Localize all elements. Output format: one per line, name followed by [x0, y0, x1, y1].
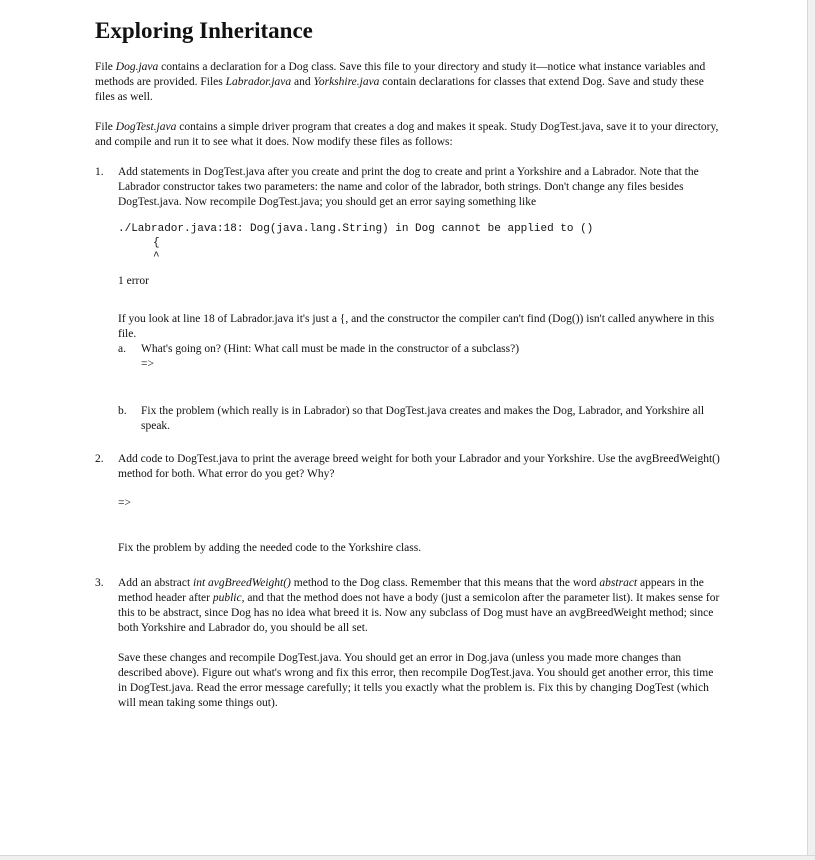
list-item-3 [95, 576, 720, 711]
intro1-text-c: contains a declaration for a Dog class. Save this file to your directory and study it—notice what instance variables and methods are provided. Files [95, 61, 706, 88]
intro1-filename-dog: Dog.java [115, 61, 159, 73]
item3-text-e: appears in the method header after [118, 577, 704, 604]
intro1-filename-yorkshire: Yorkshire.java [313, 76, 380, 88]
intro1-filename-labrador: Labrador.java [225, 76, 292, 88]
page-edge-bottom [0, 855, 815, 860]
sub-item-b [118, 404, 720, 434]
item3-text-a: Add an abstract [118, 577, 194, 589]
page-edge-right [807, 0, 815, 860]
error-count: 1 error [118, 275, 149, 287]
sub-item-b-text: Fix the problem (which really is in Labrador) so that DogTest.java creates and makes the Dog, Labrador, and Yorkshire all speak. [141, 405, 705, 432]
sub-item-b-label: b. [118, 405, 127, 417]
intro2-text-a: File [95, 121, 116, 133]
item3-paragraph-2: Save these changes and recompile DogTest.java. You should get an error in Dog.java (unless you made more changes than described above). Figure out what's wrong and fix this error, then recompile DogTest.java. You should get another error, this time in DogTest.java. Read the error message carefully; it tells you exactly what the problem is. Fix this by changing DogTest (which will mean taking some things out). [118, 652, 714, 709]
list-item-1 [95, 165, 720, 434]
item1-after-code: If you look at line 18 of Labrador.java it's just a {, and the constructor the compiler can't find (Dog()) isn't called anywhere in this file. [118, 313, 715, 340]
answer-arrow-2: => [118, 497, 131, 509]
code-line-2: { [153, 237, 160, 249]
item2-text: Add code to DogTest.java to print the average breed weight for both your Labrador and your Yorkshire. Use the avgBreedWeight() method for both. What error do you get? Why? [118, 453, 720, 480]
intro1-text-g: contain declarations for classes that extend Dog. Save and study these files as well. [95, 76, 704, 103]
list-number: 2. [95, 453, 104, 465]
error-code-block [118, 222, 720, 264]
item3-text-c: method to the Dog class. Remember that this means that the word [290, 577, 600, 589]
item3-paragraph-1 [118, 576, 720, 636]
item1-text: Add statements in DogTest.java after you create and print the dog to create and print a Yorkshire and a Labrador. Note that the Labrador constructor takes two parameters: the name and color of the labrador, both strings. Don't change any files besides DogTest.java. Now recompile DogTest.java; you should get an error saying something like [118, 166, 699, 208]
document-body [95, 16, 720, 725]
intro1-text-a: File [95, 61, 116, 73]
answer-arrow-a: => [141, 358, 154, 370]
item3-text-g: , and that the method does not have a body (just a semicolon after the parameter list). It makes sense for this to be abstract, since Dog has no idea what breed it is. Now any subclass of Dog must have an avgBreedWeight method; since both Yorkshire and Labrador do, you should be all set. [118, 592, 720, 634]
sub-item-a [118, 342, 720, 372]
code-line-3: ^ [153, 251, 160, 263]
list-number: 3. [95, 577, 104, 589]
sub-item-a-text: What's going on? (Hint: What call must be made in the constructor of a subclass?) [141, 343, 520, 355]
intro1-text-e: and [291, 76, 314, 88]
list-number: 1. [95, 166, 104, 178]
intro-paragraph-1 [95, 60, 720, 105]
list-item-2 [95, 452, 720, 556]
item3-method-signature: int avgBreedWeight() [193, 577, 291, 589]
item3-keyword-abstract: abstract [599, 577, 638, 589]
sub-item-a-label: a. [118, 343, 126, 355]
page-title: Exploring Inheritance [95, 18, 313, 43]
intro2-text-c: contains a simple driver program that creates a dog and makes it speak. Study DogTest.java, save it to your directory, and compile and run it to see what it does. Now modify these files as follows: [95, 121, 719, 148]
code-line-1: ./Labrador.java:18: Dog(java.lang.String) in Dog cannot be applied to () [118, 223, 594, 235]
item2-fix: Fix the problem by adding the needed code to the Yorkshire class. [118, 542, 422, 554]
item3-keyword-public: public [212, 592, 242, 604]
intro2-filename-dogtest: DogTest.java [115, 121, 177, 133]
intro-paragraph-2 [95, 120, 720, 150]
